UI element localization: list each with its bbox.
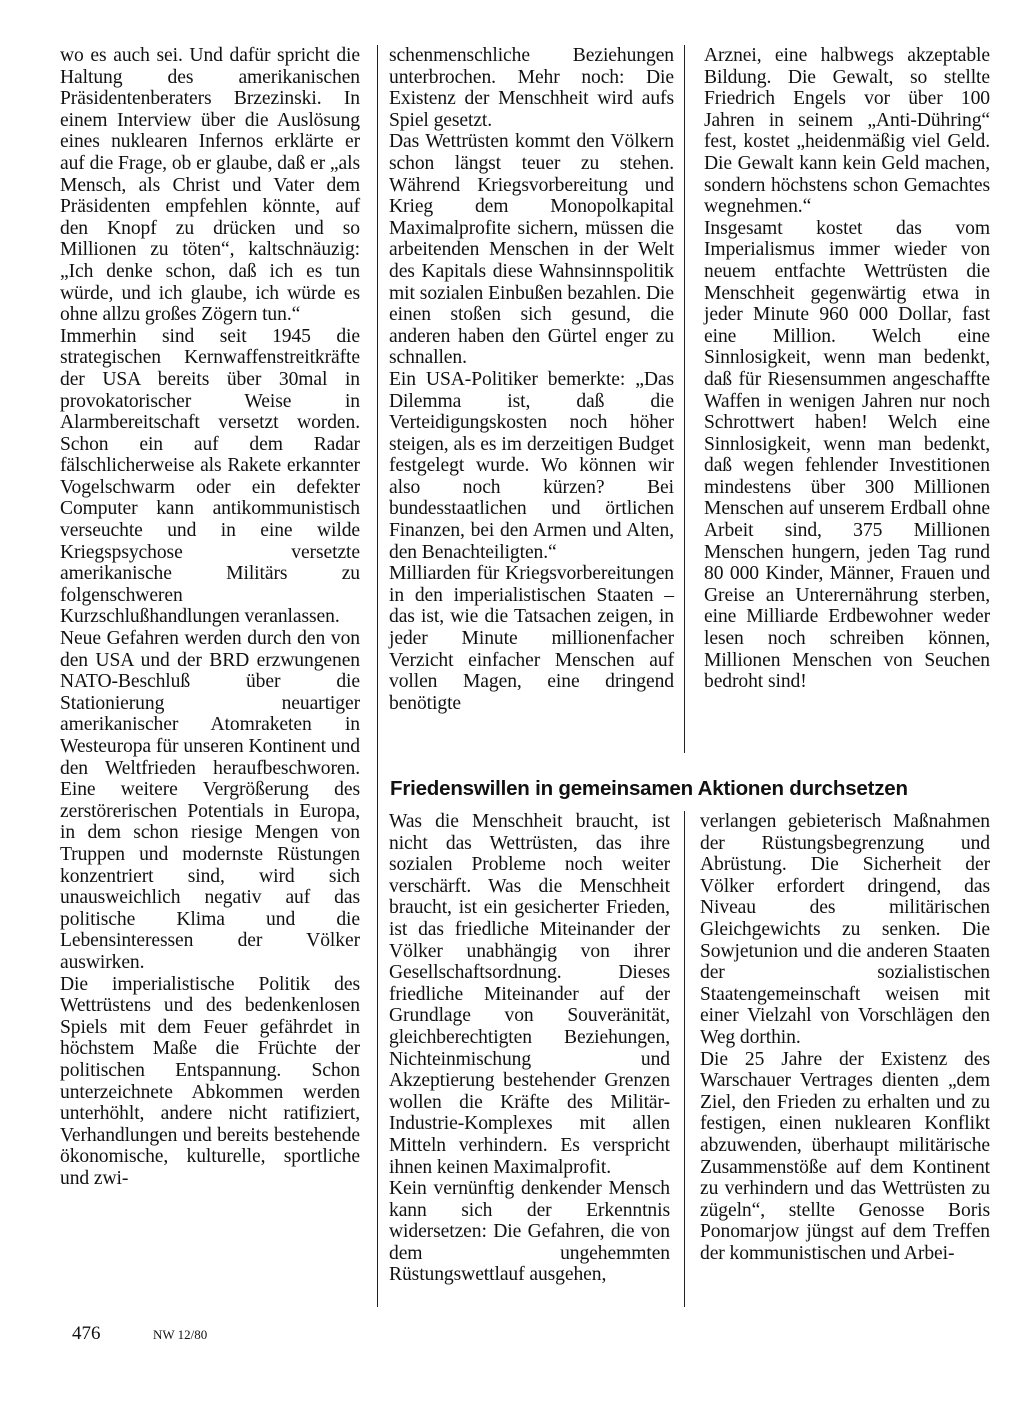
paragraph: Arznei, eine halbwegs akzeptable Bildung. Die Gewalt, so stellte Friedrich Engels vor über 100 Jahren in seinem „Anti-Dühring“ fest, kostet „heidenmäßig viel Geld. Die Gewalt kann kein Geld machen, sondern höchstens schon Gemachtes wegnehmen.“ [704, 45, 990, 218]
text-column-5 [700, 811, 990, 1264]
paragraph: Insgesamt kostet das vom Imperialismus immer wieder von neuem entfachte Wettrüsten die Menschheit gegenwärtig etwa in jeder Minute 960 000 Dollar, fast eine Million. Welch eine Sinnlosigkeit, wenn man bedenkt, daß für Riesensummen angeschaffte Waffen in wenigen Jahren nur noch Schrottwert haben! Welch eine Sinnlosigkeit, wenn man bedenkt, daß wegen fehlender Investitionen mindestens über 300 Millionen Menschen auf unserem Erdball ohne Arbeit sind, 375 Millionen Menschen hungern, jeden Tag rund 80 000 Kinder, Männer, Frauen und Greise an Unterernährung sterben, eine Milliarde Erdbewohner weder lesen noch schreiben können, Millionen Menschen von Seuchen bedroht sind! [704, 217, 990, 693]
paragraph: Die 25 Jahre der Existenz des Warschauer Vertrages dienten „dem Ziel, den Frieden zu erhalten und zu festigen, einen nuklearen Konflikt abzuwenden, überhaupt militärische Zusammenstöße auf dem Kontinent zu verhindern und das Wettrüsten zu zügeln“, stellte Genosse Boris Ponomarjow jüngst auf dem Treffen der kommunistischen und Arbei- [700, 1048, 990, 1264]
paragraph: Das Wettrüsten kommt den Völkern schon längst teuer zu stehen. Während Kriegsvorbereitung und Krieg dem Monopolkapital Maximalprofite sichern, müssen die arbeitenden Menschen in der Welt des Kapitals diese Wahnsinnspolitik mit sozialen Einbußen bezahlen. Die einen stoßen sich gesund, die anderen haben den Gürtel enger zu schnallen. [389, 131, 674, 369]
text-column-2 [389, 45, 674, 714]
text-column-1 [60, 45, 360, 1189]
paragraph: Was die Menschheit braucht, ist nicht das Wettrüsten, das ihre sozialen Probleme noch weiter verschärft. Was die Menschheit braucht, ist ein gesicherter Frieden, ist das friedliche Miteinander der Völker unabhängig von ihrer Gesellschaftsordnung. Dieses friedliche Miteinander auf der Grundlage von Souveränität, gleichberechtigten Beziehungen, Nichteinmischung und Akzeptierung bestehender Grenzen wollen die Kräfte des Militär-Industrie-Komplexes mit allen Mitteln verhindern. Es verspricht ihnen keinen Maximalprofit. [389, 811, 670, 1178]
text-column-4 [389, 811, 670, 1286]
section-heading: Friedenswillen in gemeinsamen Aktionen durchsetzen [390, 777, 908, 800]
column-divider-2 [684, 45, 685, 753]
page-number: 476 [72, 1323, 101, 1344]
column-divider-1 [377, 45, 378, 1307]
column-divider-3 [684, 811, 685, 1307]
paragraph: schenmenschliche Beziehungen unterbrochen. Mehr noch: Die Existenz der Menschheit wird aufs Spiel gesetzt. [389, 45, 674, 131]
paragraph: verlangen gebieterisch Maßnahmen der Rüstungsbegrenzung und Abrüstung. Die Sicherheit der Völker erfordert dringend, das Niveau des militärischen Gleichgewichts zu senken. Die Sowjetunion und die anderen Staaten der sozialistischen Staatengemeinschaft weisen mit einer Vielzahl von Vorschlägen den Weg dorthin. [700, 811, 990, 1048]
text-column-3 [704, 45, 990, 693]
paragraph: wo es auch sei. Und dafür spricht die Haltung des amerikanischen Präsidentenberaters Brzezinski. In einem Interview über die Auslösung eines nuklearen Infernos erklärte er auf die Frage, ob er glaube, daß er „als Mensch, als Christ und Vater dem Präsidenten empfehlen könnte, auf den Knopf zu drücken und so Millionen zu töten“, kaltschnäuzig: „Ich denke schon, daß ich es tun würde, und ich glaube, ich würde es ohne allzu großes Zögern tun.“ [60, 45, 360, 326]
paragraph: Ein USA-Politiker bemerkte: „Das Dilemma ist, daß die Verteidigungskosten noch höher steigen, als es im derzeitigen Budget festgelegt wurde. Wo können wir also noch kürzen? Bei bundesstaatlichen und örtlichen Finanzen, bei den Armen und Alten, den Benachteiligten.“ [389, 368, 674, 563]
paragraph: Immerhin sind seit 1945 die strategischen Kernwaffenstreitkräfte der USA bereits über 30mal in provokatorischer Weise in Alarmbereitschaft versetzt worden. Schon ein auf dem Radar fälschlicherweise als Rakete erkannter Vogelschwarm oder ein defekter Computer kann antikommunistisch verseuchte und in eine wilde Kriegspsychose versetzte amerikanische Militärs zu folgenschweren Kurzschlußhandlungen veranlassen. [60, 325, 360, 628]
issue-label: NW 12/80 [153, 1327, 208, 1342]
paragraph: Neue Gefahren werden durch den von den USA und der BRD erzwungenen NATO-Beschluß über die Stationierung neuartiger amerikanischer Atomraketen in Westeuropa für unseren Kontinent und den Weltfrieden heraufbeschworen. Eine weitere Vergrößerung des zerstörerischen Potentials in Europa, in dem schon riesige Mengen von Truppen und modernste Rüstungen konzentriert sind, wird sich unausweichlich negativ auf das politische Klima und die Lebensinteressen der Völker auswirken. [60, 628, 360, 973]
paragraph: Milliarden für Kriegsvorbereitungen in den imperialistischen Staaten – das ist, wie die Tatsachen zeigen, in jeder Minute millionenfacher Verzicht einfacher Menschen auf vollen Magen, eine dringend benötigte [389, 563, 674, 714]
paragraph: Die imperialistische Politik des Wettrüstens und des bedenkenlosen Spiels mit dem Feuer gefährdet in höchstem Maße die Früchte der politischen Entspannung. Schon unterzeichnete Abkommen werden unterhöhlt, andere nicht ratifiziert, Verhandlungen und bereits bestehende ökonomische, kulturelle, sportliche und zwi- [60, 973, 360, 1189]
paragraph: Kein vernünftig denkender Mensch kann sich der Erkenntnis widersetzen: Die Gefahren, die von dem ungehemmten Rüstungswettlauf ausgehen, [389, 1178, 670, 1286]
